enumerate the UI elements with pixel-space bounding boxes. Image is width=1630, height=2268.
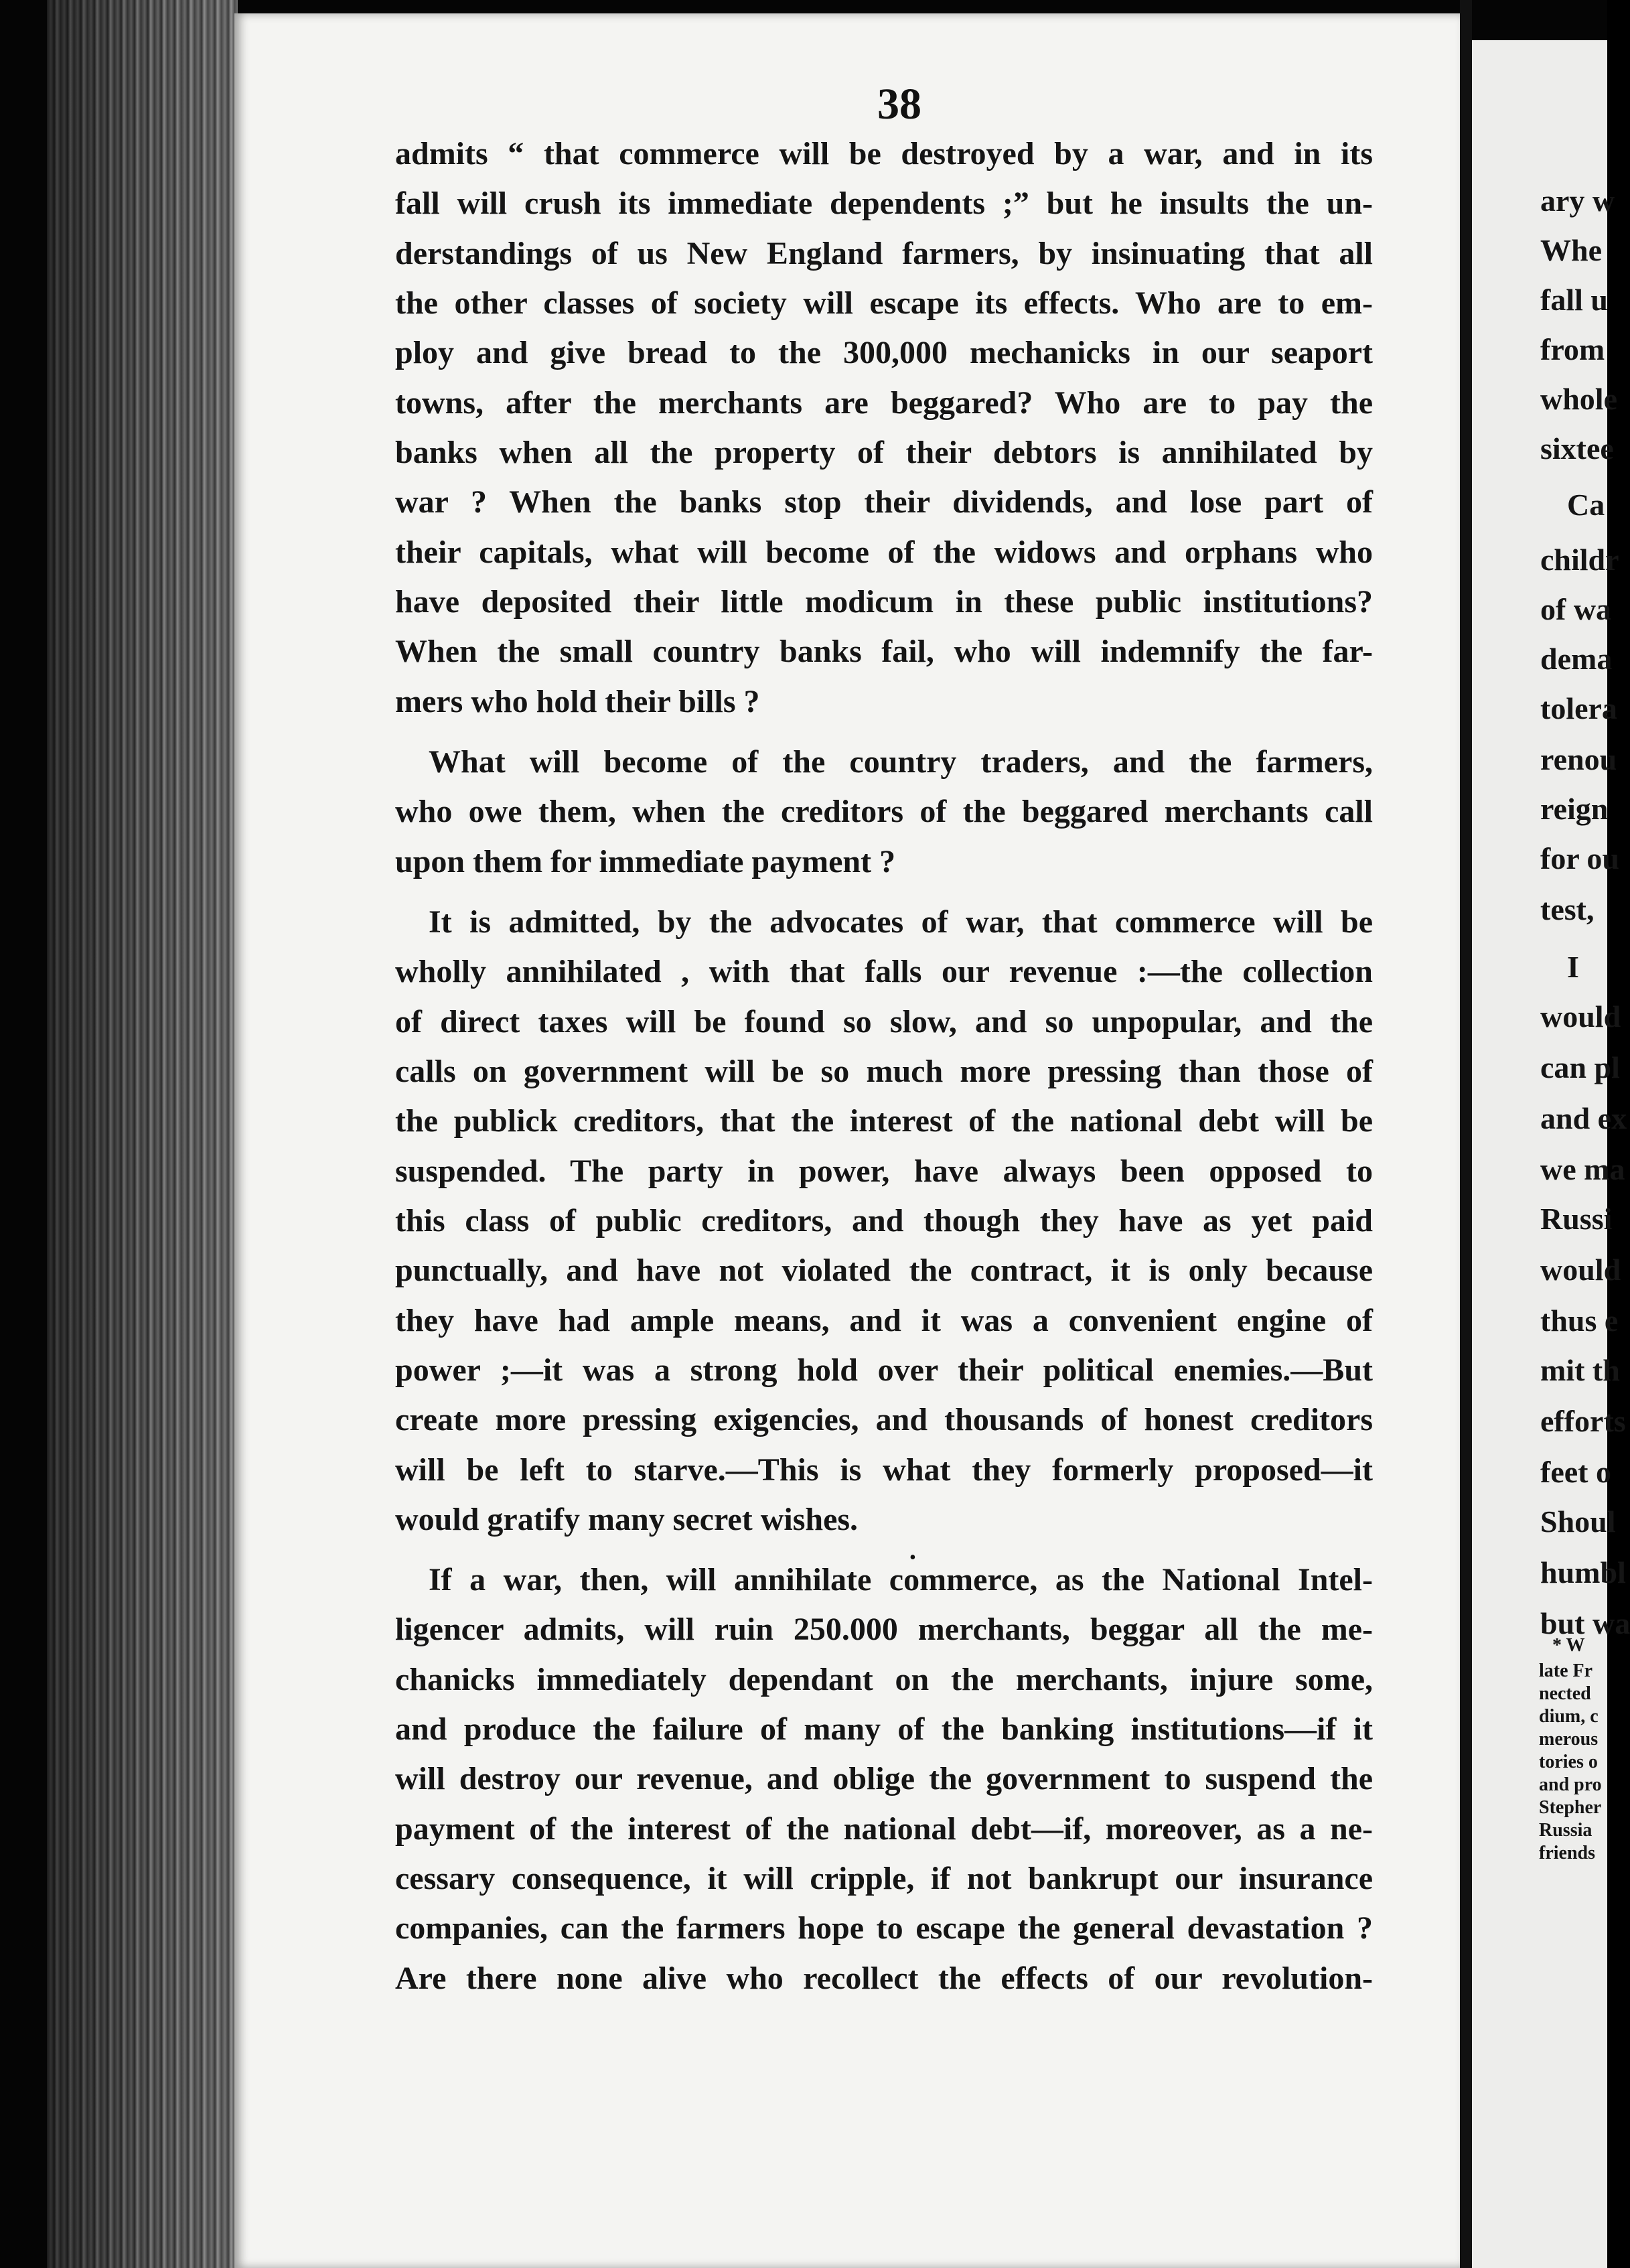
right-text-line: humbl — [1540, 1555, 1626, 1589]
right-text-line: fall u — [1540, 283, 1608, 317]
right-text-line: tolera — [1540, 691, 1617, 725]
text-line: the other classes of society will escape its effects. Who are to em- — [395, 285, 1373, 321]
right-text-line: whole — [1540, 382, 1617, 416]
right-text-line: but wa — [1540, 1606, 1630, 1640]
text-line: their capitals, what will become of the widows and orphans who — [395, 535, 1373, 570]
text-line: create more pressing exigencies, and thousands of honest creditors — [395, 1402, 1373, 1437]
text-line: have deposited their little modicum in these public institutions? — [395, 584, 1373, 620]
right-footnote-line: merous — [1539, 1729, 1599, 1750]
footnote-marker: • — [909, 1547, 916, 1568]
text-line: upon them for immediate payment ? — [395, 844, 896, 879]
text-line: will be left to starve.—This is what they formerly proposed—it — [395, 1452, 1373, 1488]
right-text-line: renou — [1540, 742, 1617, 776]
text-line: Are there none alive who recollect the effects of our revolution- — [395, 1961, 1373, 1996]
right-text-line: would — [1540, 1253, 1621, 1287]
right-footnote-line: nected — [1539, 1683, 1591, 1704]
text-line: payment of the interest of the national debt—if, moreover, as a ne- — [395, 1811, 1373, 1847]
text-line: war ? When the banks stop their dividends, and lose part of — [395, 484, 1373, 520]
right-text-line: dema — [1540, 642, 1613, 676]
text-line: admits “ that commerce will be destroyed by a war, and in its — [395, 136, 1373, 171]
text-line: ligencer admits, will ruin 250.000 merchants, beggar all the me- — [395, 1612, 1373, 1647]
text-line: and produce the failure of many of the banking institutions—if it — [395, 1711, 1373, 1747]
text-line: What will become of the country traders, and the farmers, — [429, 744, 1373, 780]
right-footnote-line: friends — [1539, 1843, 1595, 1863]
right-footnote-line: Stepher — [1539, 1797, 1602, 1818]
text-line: derstandings of us New England farmers, by insinuating that all — [395, 236, 1373, 271]
right-footnote-line: late Fr — [1539, 1660, 1593, 1681]
text-line: towns, after the merchants are beggared? Who are to pay the — [395, 385, 1373, 421]
right-text-line: Russi — [1540, 1202, 1613, 1236]
right-text-line: thus e — [1540, 1303, 1619, 1338]
book-binding-edge — [47, 0, 238, 2268]
right-text-line: test, — [1540, 892, 1595, 926]
text-line: this class of public creditors, and though they have as yet paid — [395, 1203, 1373, 1238]
text-line: they have had ample means, and it was a convenient engine of — [395, 1303, 1373, 1338]
right-text-line: would — [1540, 999, 1621, 1034]
text-line: calls on government will be so much more pressing than those of — [395, 1054, 1373, 1089]
text-line: wholly annihilated , with that falls our revenue :—the collection — [395, 954, 1373, 989]
text-line: would gratify many secret wishes. — [395, 1502, 859, 1537]
right-text-line: mit th — [1540, 1353, 1620, 1387]
right-footnote-line: dium, c — [1539, 1706, 1599, 1727]
text-line: cessary consequence, it will cripple, if not bankrupt our insurance — [395, 1861, 1373, 1896]
right-text-line: and ex — [1540, 1101, 1627, 1135]
right-text-line: of wa — [1540, 592, 1612, 626]
page-number: 38 — [877, 80, 921, 129]
right-text-line: Whe — [1540, 233, 1602, 267]
text-line: ploy and give bread to the 300,000 mechanicks in our seaport — [395, 335, 1373, 370]
text-line: companies, can the farmers hope to escape the general devastation ? — [395, 1910, 1373, 1946]
right-text-line: reign — [1540, 792, 1609, 826]
text-line: who owe them, when the creditors of the beggared merchants call — [395, 794, 1373, 829]
text-line: will destroy our revenue, and oblige the government to suspend the — [395, 1761, 1373, 1796]
text-line: punctually, and have not violated the contract, it is only because — [395, 1253, 1373, 1288]
right-text-line: Ca — [1567, 488, 1605, 522]
page-gutter-divider — [1460, 0, 1472, 2268]
right-footnote-line: tories o — [1539, 1752, 1598, 1772]
text-line: of direct taxes will be found so slow, and so unpopular, and the — [395, 1004, 1373, 1040]
right-footnote-line: * W — [1552, 1635, 1585, 1656]
text-line: When the small country banks fail, who will indemnify the far- — [395, 634, 1373, 669]
right-text-line: can pl — [1540, 1050, 1620, 1084]
right-text-line: for ou — [1540, 841, 1619, 875]
right-text-line: sixtee — [1540, 431, 1614, 466]
text-line: suspended. The party in power, have always been opposed to — [395, 1153, 1373, 1189]
right-text-line: feet o — [1540, 1455, 1611, 1489]
right-text-line: I — [1567, 950, 1579, 984]
right-text-line: childr — [1540, 543, 1619, 577]
right-text-line: Shoul — [1540, 1504, 1616, 1539]
text-line: If a war, then, will annihilate commerce, as the National Intel- — [429, 1562, 1373, 1598]
text-line: mers who hold their bills ? — [395, 684, 760, 719]
right-footnote-line: and pro — [1539, 1774, 1602, 1795]
text-line: the publick creditors, that the interest of the national debt will be — [395, 1103, 1373, 1139]
text-line: chanicks immediately dependant on the merchants, injure some, — [395, 1662, 1373, 1697]
right-text-line: from — [1540, 332, 1605, 366]
text-line: banks when all the property of their debtors is annihilated by — [395, 435, 1373, 470]
text-line: fall will crush its immediate dependents ;” but he insults the un- — [395, 186, 1373, 221]
right-text-line: efforts — [1540, 1404, 1626, 1438]
text-line: power ;—it was a strong hold over their political enemies.—But — [395, 1352, 1373, 1388]
right-text-line: ary w — [1540, 184, 1615, 218]
right-footnote-line: Russia — [1539, 1820, 1592, 1841]
text-line: It is admitted, by the advocates of war, that commerce will be — [429, 904, 1373, 940]
right-text-line: we ma — [1540, 1152, 1625, 1186]
